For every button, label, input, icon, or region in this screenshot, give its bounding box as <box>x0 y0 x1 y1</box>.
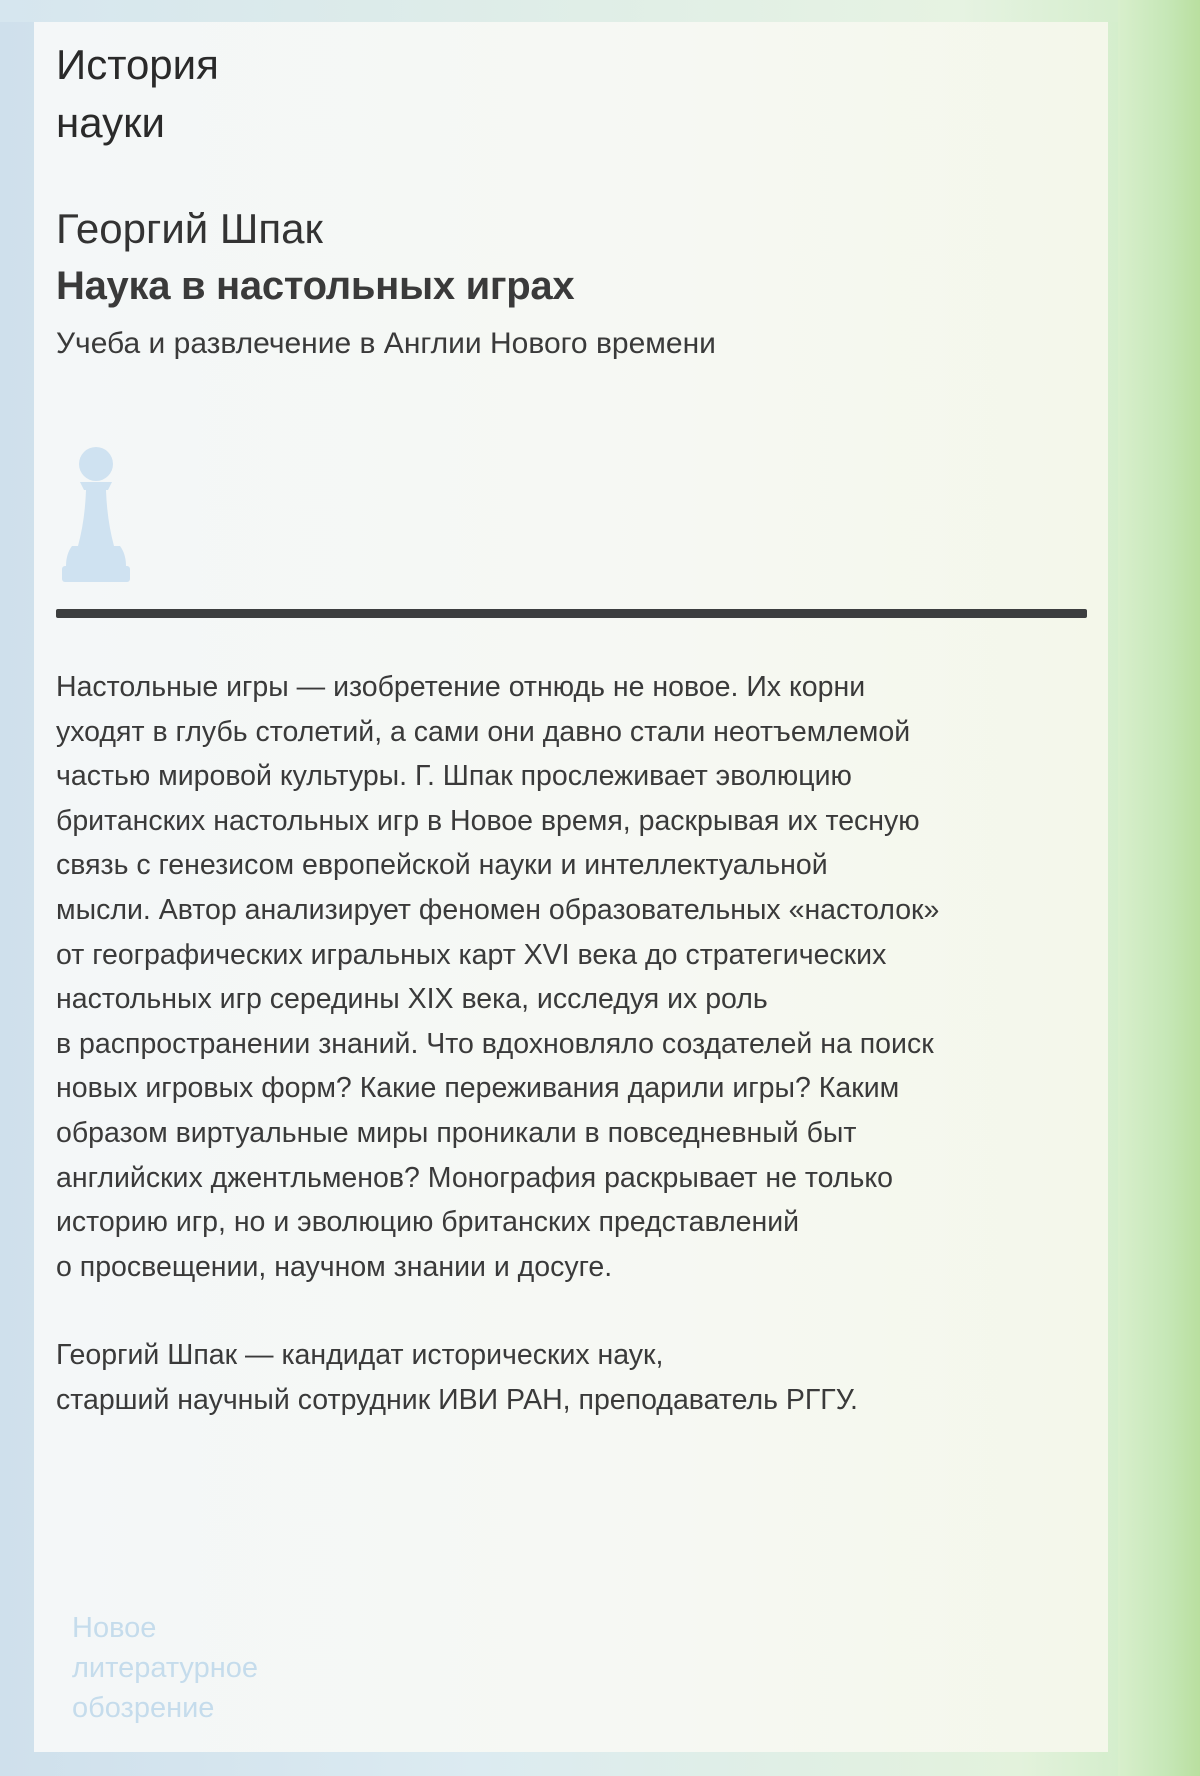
chess-pawn-icon <box>56 438 136 588</box>
book-spine-edge <box>1118 0 1200 1776</box>
author-bio <box>56 1333 1096 1422</box>
author-name: Георгий Шпак <box>56 205 323 252</box>
annotation-line: новых игровых форм? Какие переживания дарили игры? Каким <box>56 1072 900 1105</box>
annotation-line: частью мировой культуры. Г. Шпак прослеживает эволюцию <box>56 760 852 793</box>
annotation-line: мысли. Автор анализирует феномен образовательных «настолок» <box>56 893 940 926</box>
annotation-line: настольных игр середины XIX века, исследуя их роль <box>56 983 768 1016</box>
publisher-logo <box>72 1608 258 1728</box>
bio-line: Георгий Шпак — кандидат исторических наук, <box>56 1339 664 1371</box>
cover-frame-top <box>0 0 1200 22</box>
annotation-line: уходят в глубь столетий, а сами они давно стали неотъемлемой <box>56 715 911 748</box>
divider-rule <box>56 609 1087 618</box>
publisher-line: Новое <box>72 1612 157 1644</box>
book-title: Наука в настольных играх <box>56 264 575 308</box>
annotation-line: английских джентльменов? Монография раскрывает не только <box>56 1161 893 1194</box>
annotation-text <box>56 665 1096 1289</box>
series-name <box>56 36 219 152</box>
publisher-line: литературное <box>72 1652 259 1684</box>
book-subtitle: Учеба и развлечение в Англии Нового времени <box>56 327 716 360</box>
series-line: История <box>56 41 219 88</box>
annotation-line: от географических игральных карт XVI века до стратегических <box>56 938 887 971</box>
annotation-line: связь с генезисом европейской науки и интеллектуальной <box>56 849 828 882</box>
annotation-line: британских настольных игр в Новое время, раскрывая их тесную <box>56 804 920 837</box>
annotation-line: в распространении знаний. Что вдохновляло создателей на поиск <box>56 1027 934 1060</box>
annotation-line: историю игр, но и эволюцию британских представлений <box>56 1206 800 1239</box>
publisher-line: обозрение <box>72 1692 215 1724</box>
bio-line: старший научный сотрудник ИВИ РАН, преподаватель РГГУ. <box>56 1383 858 1416</box>
series-line: науки <box>56 99 165 146</box>
annotation-line: Настольные игры — изобретение отнюдь не новое. Их корни <box>56 671 866 703</box>
annotation-line: о просвещении, научном знании и досуге. <box>56 1250 613 1283</box>
annotation-line: образом виртуальные миры проникали в повседневный быт <box>56 1116 857 1149</box>
